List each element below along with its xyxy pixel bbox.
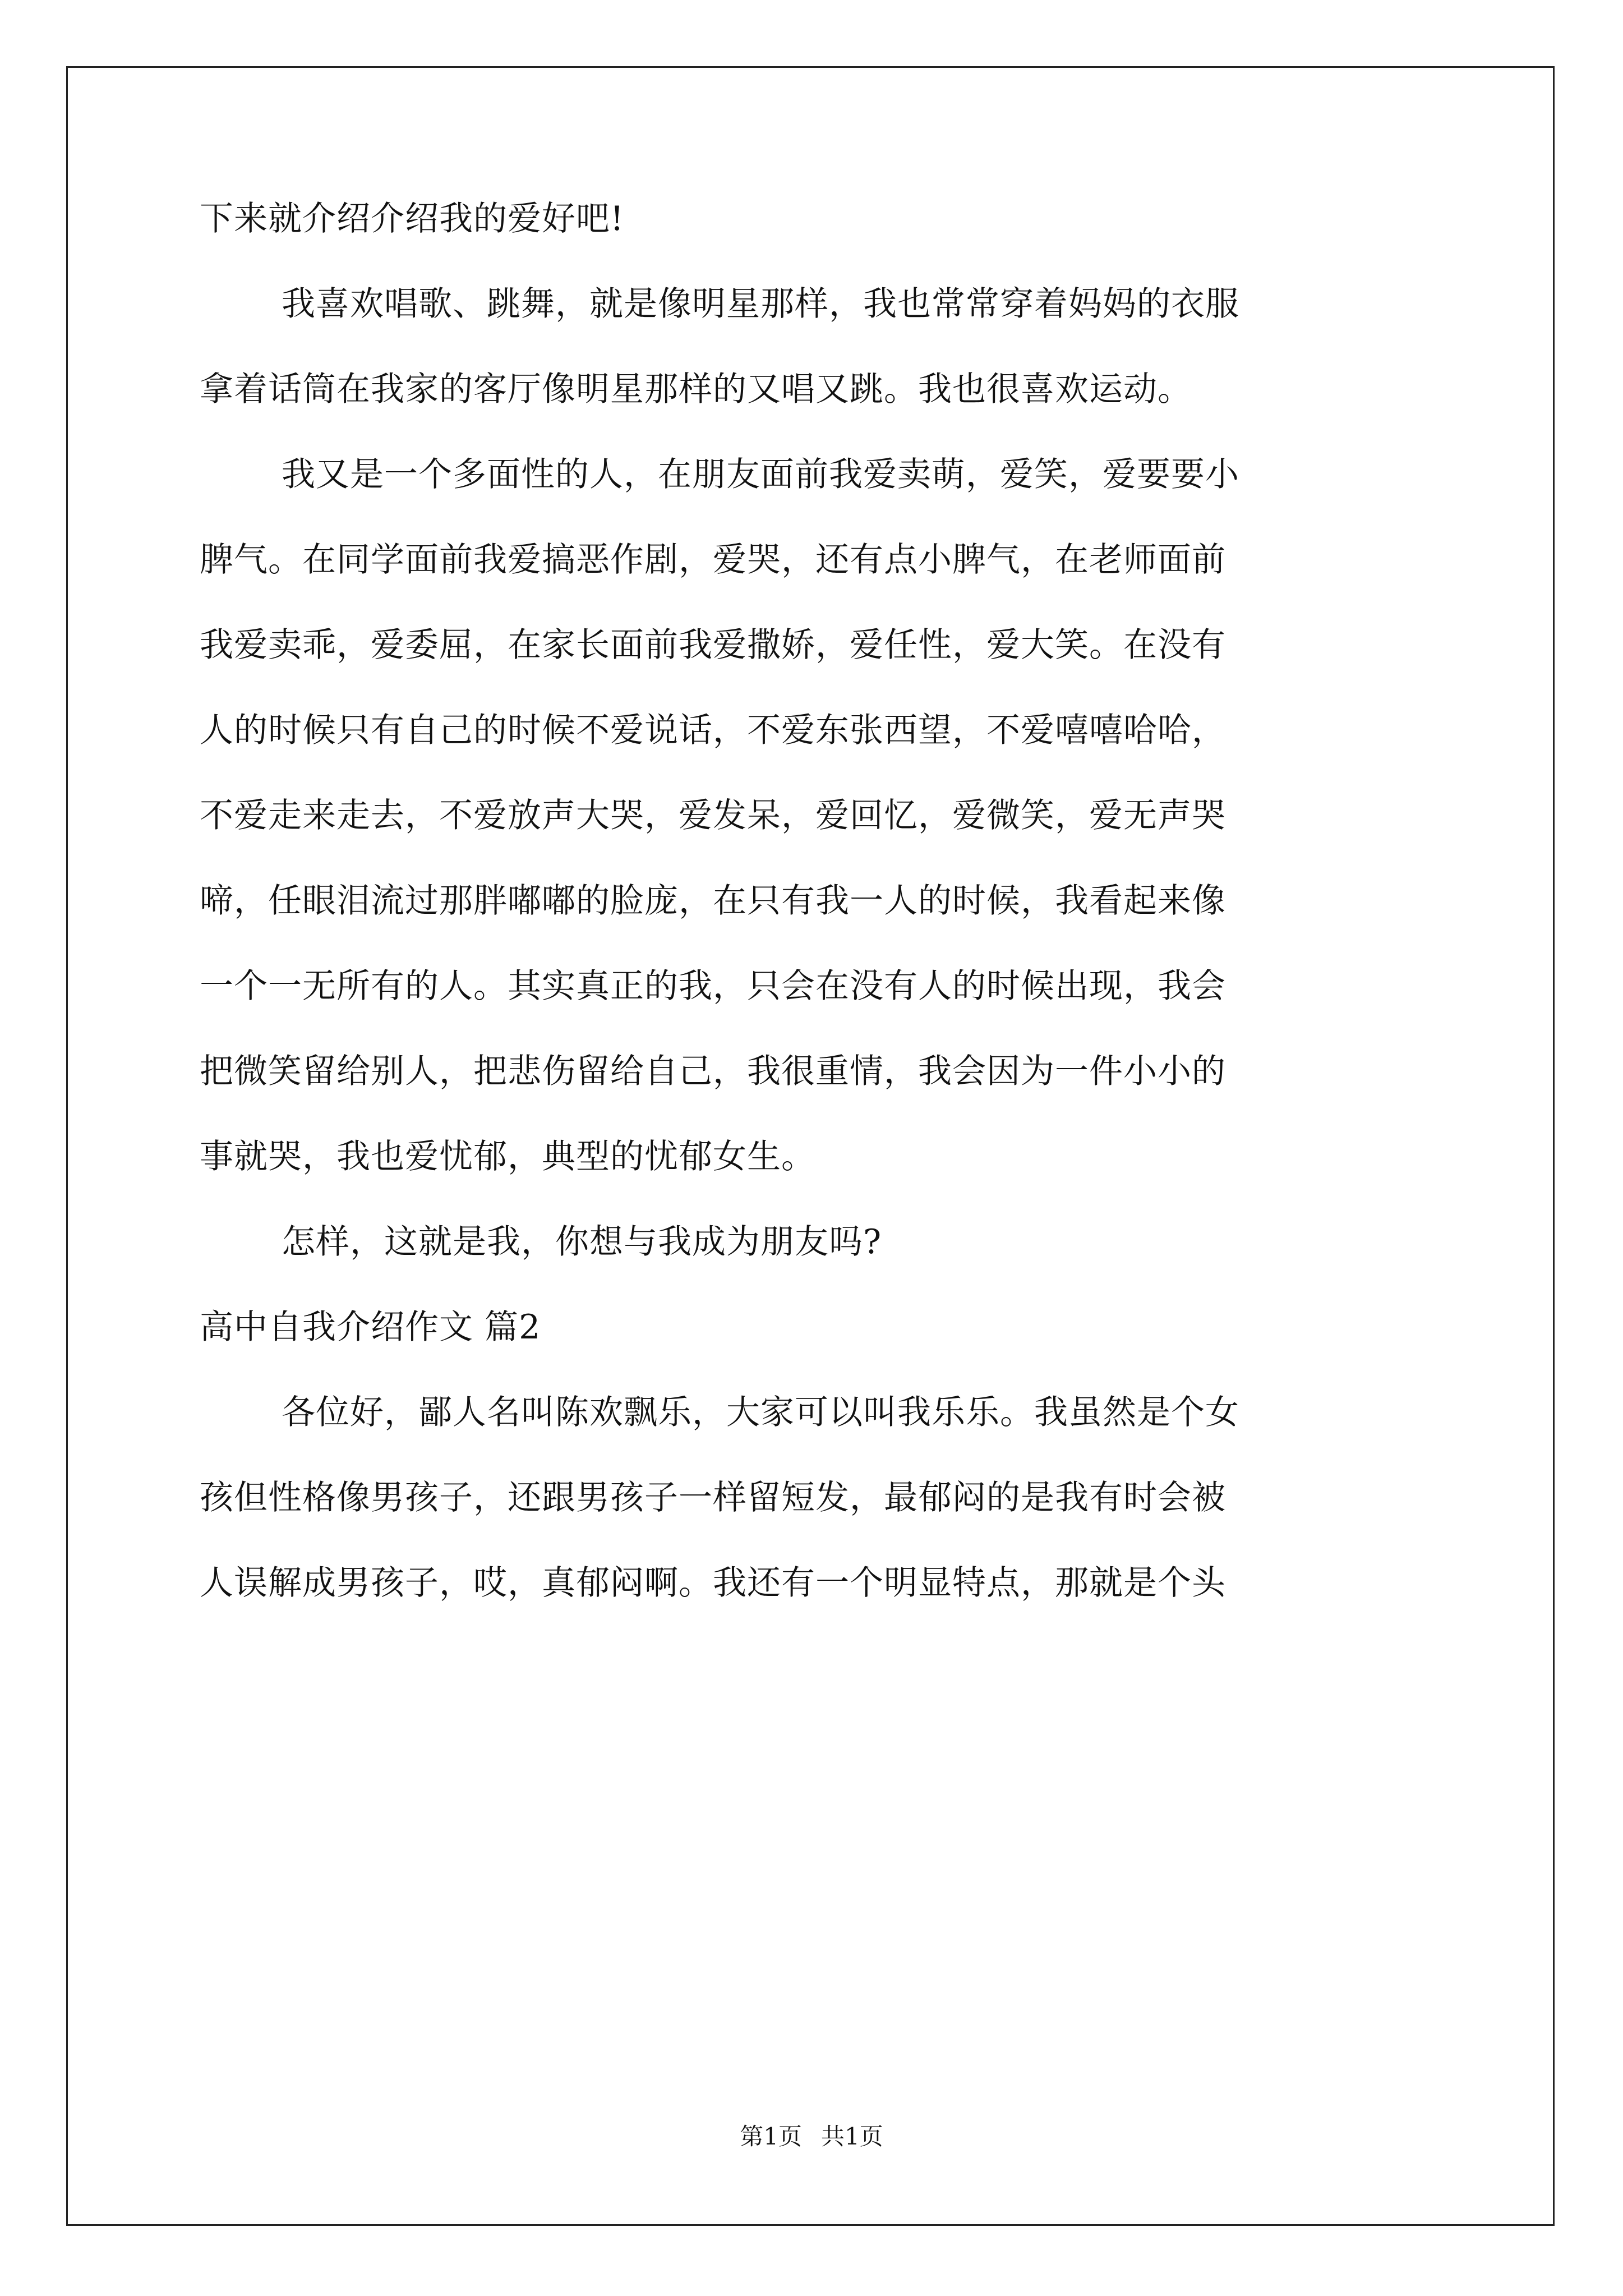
text-line: 孩但性格像男孩子，还跟男孩子一样留短发，最郁闷的是我有时会被 xyxy=(200,1478,1226,1517)
text-line: 啼，任眼泪流过那胖嘟嘟的脸庞，在只有我一人的时候，我看起来像 xyxy=(200,881,1226,921)
text-line: 脾气。在同学面前我爱搞恶作剧，爱哭，还有点小脾气，在老师面前 xyxy=(200,540,1226,579)
page-total: 共1页 xyxy=(821,2123,883,2150)
page-number: 第1页 xyxy=(740,2123,802,2150)
paragraph-line: 各位好，鄙人名叫陈欢飘乐，大家可以叫我乐乐。我虽然是个女 xyxy=(282,1393,1239,1432)
text-line: 拿着话筒在我家的客厅像明星那样的又唱又跳。我也很喜欢运动。 xyxy=(200,370,1192,409)
text-line: 事就哭，我也爱忧郁，典型的忧郁女生。 xyxy=(200,1137,815,1176)
text-line: 一个一无所有的人。其实真正的我，只会在没有人的时候出现，我会 xyxy=(200,967,1226,1006)
section-heading: 高中自我介绍作文 篇2 xyxy=(200,1308,541,1347)
paragraph-line: 我又是一个多面性的人，在朋友面前我爱卖萌，爱笑，爱要要小 xyxy=(282,455,1239,494)
text-line: 人的时候只有自己的时候不爱说话，不爱东张西望，不爱嘻嘻哈哈， xyxy=(200,711,1226,750)
text-line: 不爱走来走去，不爱放声大哭，爱发呆，爱回忆，爱微笑，爱无声哭 xyxy=(200,796,1226,835)
page-footer xyxy=(0,2125,1623,2148)
text-line: 把微笑留给别人，把悲伤留给自己，我很重情，我会因为一件小小的 xyxy=(200,1052,1226,1091)
text-line: 下来就介绍介绍我的爱好吧! xyxy=(200,199,625,238)
paragraph-line: 怎样，这就是我，你想与我成为朋友吗? xyxy=(282,1222,882,1262)
text-line: 我爱卖乖，爱委屈，在家长面前我爱撒娇，爱任性，爱大笑。在没有 xyxy=(200,625,1226,665)
paragraph-line: 我喜欢唱歌、跳舞，就是像明星那样，我也常常穿着妈妈的衣服 xyxy=(282,284,1239,324)
text-line: 人误解成男孩子，哎，真郁闷啊。我还有一个明显特点，那就是个头 xyxy=(200,1563,1226,1603)
